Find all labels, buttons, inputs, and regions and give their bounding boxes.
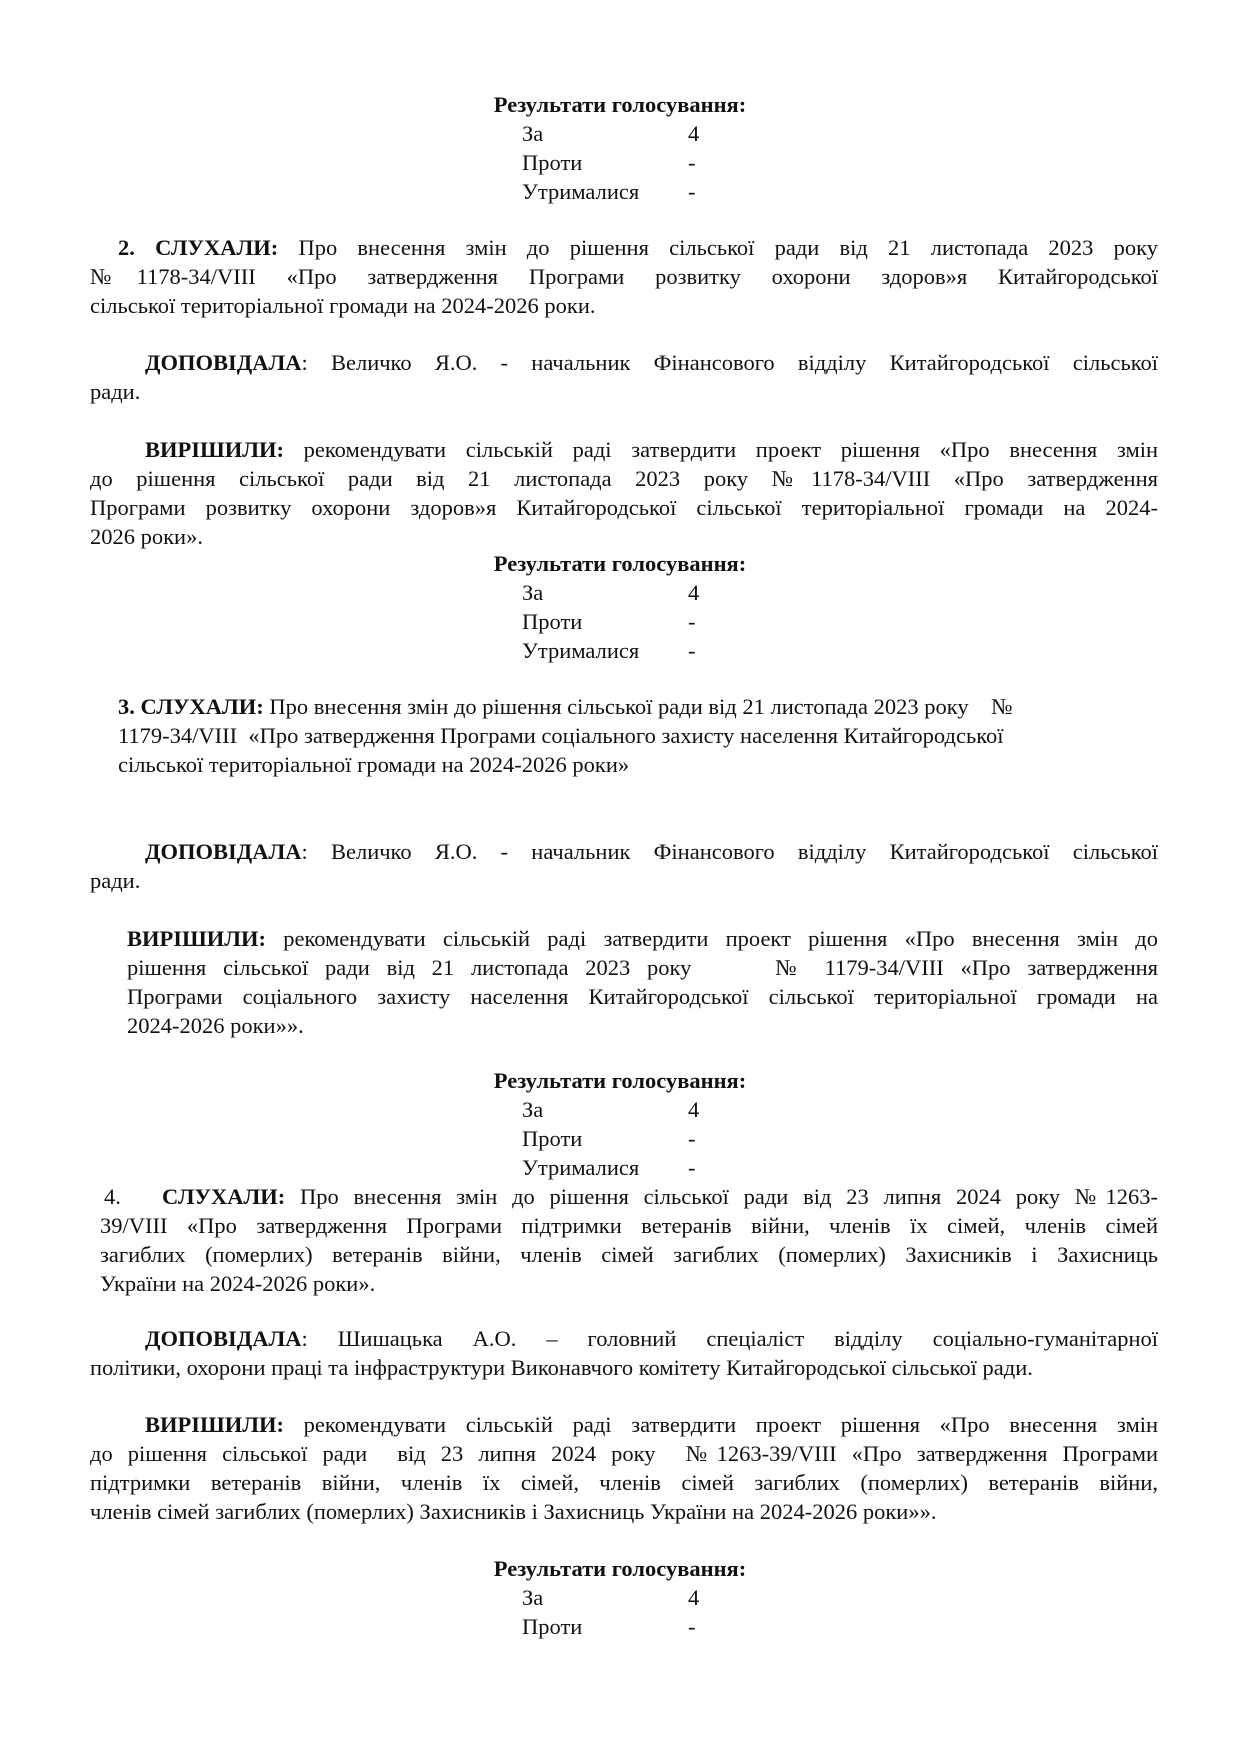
item2-heard-paragraph	[90, 233, 1158, 320]
item-number: 4.	[104, 1184, 121, 1209]
paragraph-line: ради.	[90, 379, 141, 404]
vote-value: 4	[688, 580, 700, 605]
vote-value: -	[688, 179, 696, 204]
vote-row-za	[0, 578, 1240, 607]
vote-label: Утрималися	[522, 638, 640, 663]
paragraph-line: сільської територіальної громади на 2024-2026 роки»	[118, 752, 630, 777]
vote-value: 4	[688, 1585, 700, 1610]
vote-row-utrymalys	[0, 177, 1240, 206]
vote-results-heading: Результати голосування:	[493, 92, 747, 117]
paragraph-line: ВИРІШИЛИ: рекомендувати сільській раді затвердити проект рішення «Про внесення змін до	[127, 926, 1158, 951]
vote-label: Проти	[522, 609, 583, 634]
heard-label: 2. СЛУХАЛИ:	[118, 235, 279, 260]
paragraph-line: ДОПОВІДАЛА: Шишацька А.О. – головний спеціаліст відділу соціально-гуманітарної	[145, 1326, 1158, 1351]
vote-row-za	[0, 1095, 1240, 1124]
paragraph-line: ради.	[90, 868, 141, 893]
decided-label: ВИРІШИЛИ:	[145, 437, 284, 462]
paragraph-line: до рішення сільської ради від 23 липня 2024 року №1263-39/VIII «Про затвердження Програми	[90, 1441, 1158, 1466]
paragraph-line: Програми соціального захисту населення Китайгородської сільської територіальної громади на	[127, 984, 1158, 1009]
vote-row-proty	[0, 1124, 1240, 1153]
paragraph-line: Програми розвитку охорони здоров»я Китайгородської сільської територіальної громади на 2024-	[90, 495, 1158, 520]
vote-label: Проти	[522, 1614, 583, 1639]
item2-reporter-paragraph	[90, 348, 1158, 406]
vote-label: За	[522, 580, 544, 605]
vote-row-za	[0, 1583, 1240, 1612]
vote-value: -	[688, 609, 696, 634]
vote-results-heading: Результати голосування:	[493, 1068, 747, 1093]
paragraph-line: України на 2024-2026 роки».	[100, 1271, 376, 1296]
vote-row-proty	[0, 607, 1240, 636]
paragraph-line: політики, охорони праці та інфраструктури Виконавчого комітету Китайгородської сільської ради.	[90, 1355, 1033, 1380]
paragraph-line: 2. СЛУХАЛИ: Про внесення змін до рішення сільської ради від 21 листопада 2023 року	[118, 235, 1158, 260]
vote-row-utrymalys	[0, 636, 1240, 665]
vote-value: -	[688, 638, 696, 663]
vote-label: За	[522, 1097, 544, 1122]
heard-label: СЛУХАЛИ:	[162, 1184, 286, 1209]
decided-label: ВИРІШИЛИ:	[127, 926, 266, 951]
vote-label: За	[522, 121, 544, 146]
reporter-label: ДОПОВІДАЛА	[145, 839, 302, 864]
paragraph-line: ДОПОВІДАЛА: Величко Я.О. - начальник Фінансового відділу Китайгородської сільської	[145, 839, 1158, 864]
item3-reporter-paragraph	[90, 837, 1158, 895]
paragraph-line: 3. СЛУХАЛИ: Про внесення змін до рішення сільської ради від 21 листопада 2023 року №	[118, 694, 1013, 719]
paragraph-line: 1179-34/VIII «Про затвердження Програми соціального захисту населення Китайгородської	[118, 723, 1004, 748]
vote-row-proty	[0, 148, 1240, 177]
reporter-label: ДОПОВІДАЛА	[145, 350, 302, 375]
vote-row-utrymalys	[0, 1153, 1240, 1182]
vote-value: -	[688, 1155, 696, 1180]
vote-label: Проти	[522, 150, 583, 175]
vote-value: 4	[688, 1097, 700, 1122]
paragraph-line: №1178-34/VIII «Про затвердження Програми розвитку охорони здоров»я Китайгородської	[90, 264, 1158, 289]
paragraph-line: ДОПОВІДАЛА: Величко Я.О. - начальник Фінансового відділу Китайгородської сільської	[145, 350, 1158, 375]
vote-results-heading: Результати голосування:	[493, 551, 747, 576]
item4-decided-paragraph	[90, 1410, 1158, 1526]
paragraph-line: 39/VIII «Про затвердження Програми підтримки ветеранів війни, членів їх сімей, членів сімей	[100, 1213, 1158, 1238]
vote-label: Утрималися	[522, 1155, 640, 1180]
vote-row-za	[0, 119, 1240, 148]
reporter-label: ДОПОВІДАЛА	[145, 1326, 302, 1351]
paragraph-line: членів сімей загиблих (померлих) Захисників і Захисниць України на 2024-2026 роки»».	[90, 1499, 937, 1524]
paragraph-line: ВИРІШИЛИ: рекомендувати сільській раді затвердити проект рішення «Про внесення змін	[145, 437, 1158, 462]
vote-results-heading: Результати голосування:	[493, 1556, 747, 1581]
vote-row-proty	[0, 1612, 1240, 1641]
paragraph-line: загиблих (померлих) ветеранів війни, членів сімей загиблих (померлих) Захисників і Захисниць	[100, 1242, 1158, 1267]
item4-heard-paragraph	[100, 1182, 1158, 1298]
item3-decided-paragraph	[127, 924, 1158, 1040]
vote-value: -	[688, 1614, 696, 1639]
heard-label: 3. СЛУХАЛИ:	[118, 694, 264, 719]
paragraph-line: ВИРІШИЛИ: рекомендувати сільській раді затвердити проект рішення «Про внесення змін	[145, 1412, 1158, 1437]
paragraph-line: 2024-2026 роки»».	[127, 1013, 304, 1038]
paragraph-line: сільської територіальної громади на 2024-2026 роки.	[90, 293, 596, 318]
paragraph-line: рішення сільської ради від 21 листопада 2023 року № 1179-34/VIII «Про затвердження	[127, 955, 1158, 980]
item2-decided-paragraph	[90, 435, 1158, 551]
vote-value: -	[688, 150, 696, 175]
vote-value: 4	[688, 121, 700, 146]
item4-reporter-paragraph	[90, 1324, 1158, 1382]
paragraph-line: до рішення сільської ради від 21 листопада 2023 року №1178-34/VIII «Про затвердження	[90, 466, 1158, 491]
decided-label: ВИРІШИЛИ:	[145, 1412, 284, 1437]
paragraph-line: 4. СЛУХАЛИ: Про внесення змін до рішення сільської ради від 23 липня 2024 року №1263-	[104, 1184, 1158, 1209]
paragraph-line: 2026 роки».	[90, 524, 203, 549]
vote-label: За	[522, 1585, 544, 1610]
item3-heard-paragraph	[118, 692, 1118, 779]
vote-value: -	[688, 1126, 696, 1151]
vote-label: Утрималися	[522, 179, 640, 204]
paragraph-line: підтримки ветеранів війни, членів їх сімей, членів сімей загиблих (померлих) ветеранів війни,	[90, 1470, 1158, 1495]
vote-label: Проти	[522, 1126, 583, 1151]
